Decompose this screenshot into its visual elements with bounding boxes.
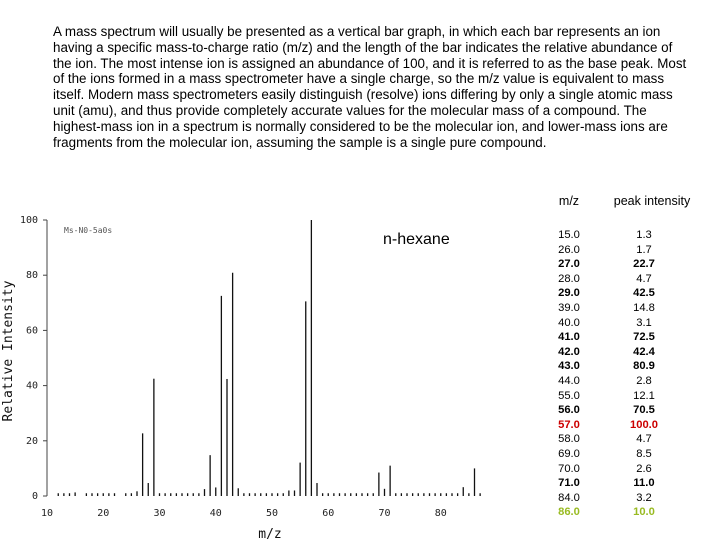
peak-mz: 42.0 [558,345,580,358]
intro-paragraph: A mass spectrum will usually be presented as a vertical bar graph, in which each bar represents an ion having a specific mass-to-charge ratio (m/z) and the length of the bar indicates the relative abundance of the ion. The most intense ion is assigned an abundance of 100, and it is referred to as the base peak. Most of the ions formed in a mass spectrometer have a single charge, so the m/z value is equivalent to mass itself. Modern mass spectrometers easily distinguish (resolve) ions differing by only a single atomic mass unit (amu), and thus provide completely accurate values for the molecular mass of a compound. The highest-mass ion in a spectrum is normally considered to be the molecular ion, and lower-mass ions are fragments from the molecular ion, assuming the sample is a single pure compound. [53,24,687,150]
peak-intensity: 2.8 [636,374,652,387]
y-tick-label: 80 [25,270,38,282]
peak-row [540,432,710,447]
peak-intensity: 3.1 [636,316,652,329]
peak-mz: 43.0 [558,360,580,373]
x-axis [41,508,447,519]
compound-label: n-hexane [383,231,450,248]
peak-table [540,194,710,520]
peak-intensity: 42.5 [633,287,655,300]
peak-intensity: 4.7 [636,433,652,446]
peak-mz: 26.0 [558,243,580,256]
peak-row [540,491,710,506]
peak-row [540,476,710,491]
peak-mz: 84.0 [558,491,580,504]
x-tick-label: 30 [153,508,166,519]
peak-row [540,374,710,389]
peak-mz: 40.0 [558,316,580,329]
peak-mz: 57.0 [558,418,580,431]
peak-mz: 71.0 [558,477,580,490]
peak-row [540,403,710,418]
y-tick-label: 20 [25,435,38,447]
peak-row [540,286,710,301]
y-axis [20,215,47,502]
y-tick-label: 0 [31,491,38,502]
x-tick-label: 10 [40,508,54,519]
peak-intensity: 11.0 [633,477,655,490]
peak-mz: 27.0 [558,258,580,271]
peak-table-header [540,194,710,214]
peak-row [540,345,710,360]
peak-intensity: 80.9 [633,360,655,373]
peak-intensity: 3.2 [636,491,652,504]
peak-row [540,447,710,462]
peak-mz: 41.0 [558,331,580,344]
peak-row [540,462,710,477]
x-tick-label: 80 [434,508,447,519]
x-tick-label: 50 [265,508,279,519]
x-tick-label: 20 [97,508,110,519]
peak-mz: 39.0 [558,301,580,314]
peak-intensity: 8.5 [636,447,652,460]
peak-intensity: 14.8 [633,301,655,314]
peak-row [540,228,710,243]
peak-intensity: 4.7 [636,272,652,285]
peak-mz: 86.0 [558,506,580,519]
y-tick-label: 60 [25,325,38,337]
peak-intensity: 12.1 [633,389,655,402]
intensity-header: peak intensity [613,194,691,208]
peak-row [540,272,710,287]
peak-row [540,418,710,433]
peak-mz: 44.0 [558,374,580,387]
peak-mz: 58.0 [558,433,580,446]
y-tick-label: 100 [19,215,38,226]
peak-table-rows [540,228,710,520]
peak-row [540,359,710,374]
spectrum-bars [58,220,480,496]
peak-row [540,330,710,345]
peak-row [540,316,710,331]
peak-mz: 29.0 [558,287,580,300]
peak-mz: 15.0 [558,229,580,241]
plot-source-tag: Ms-N0-5a0s [64,226,113,235]
peak-row [540,505,710,520]
y-tick-label: 40 [25,380,38,392]
peak-intensity: 100.0 [630,418,658,431]
peak-intensity: 42.4 [633,345,655,358]
peak-mz: 28.0 [558,272,580,285]
peak-intensity: 1.3 [636,229,652,241]
peak-intensity: 1.7 [636,243,652,256]
peak-mz: 55.0 [558,389,580,402]
peak-row [540,389,710,404]
peak-row [540,257,710,272]
peak-mz: 70.0 [558,462,580,475]
peak-intensity: 22.7 [633,258,655,271]
peak-mz: 69.0 [558,447,580,460]
peak-mz: 56.0 [558,404,580,417]
peak-intensity: 72.5 [633,331,655,344]
x-tick-label: 40 [209,508,222,519]
x-tick-label: 70 [378,508,391,519]
peak-intensity: 10.0 [633,506,655,519]
mz-header: m/z [558,194,580,208]
y-axis-title: Relative Intensity [1,280,16,422]
x-axis-title: m/z [258,527,282,540]
peak-intensity: 70.5 [633,404,655,417]
peak-row [540,243,710,258]
peak-row [540,301,710,316]
x-tick-label: 60 [322,508,335,519]
peak-intensity: 2.6 [636,462,652,475]
